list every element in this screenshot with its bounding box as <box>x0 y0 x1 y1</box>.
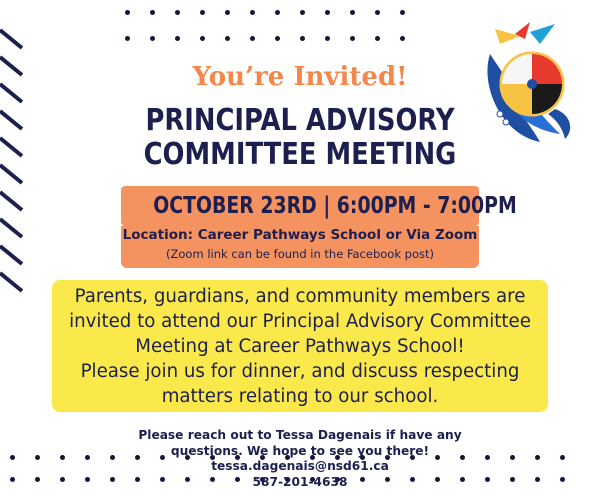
decoration-dot <box>275 36 280 41</box>
contact-phone: 587-201-4638 <box>252 474 348 489</box>
decoration-dot <box>225 36 230 41</box>
event-date-time: OCTOBER 23RD | 6:00PM - 7:00PM <box>153 193 517 219</box>
decoration-dot <box>400 10 405 15</box>
decoration-dot <box>300 36 305 41</box>
decoration-dot <box>325 10 330 15</box>
contact-line: questions. We hope to see you there! <box>170 443 430 458</box>
message-line: Parents, guardians, and community members are <box>74 286 526 307</box>
contact-line: Please reach out to Tessa Dagenais if have any <box>138 428 462 442</box>
decoration-dot <box>300 10 305 15</box>
decoration-dot <box>250 10 255 15</box>
decoration-dot <box>400 36 405 41</box>
decoration-dot <box>200 10 205 15</box>
decoration-dot <box>375 10 380 15</box>
contact-email[interactable]: tessa.dagenais@nsd61.ca <box>211 459 389 473</box>
stripe <box>0 138 22 156</box>
decoration-dot <box>325 36 330 41</box>
message-line: invited to attend our Principal Advisory Committee <box>69 311 531 332</box>
decoration-dot <box>175 10 180 15</box>
decoration-dot <box>125 36 130 41</box>
decoration-dot <box>125 10 130 15</box>
decoration-dot <box>150 36 155 41</box>
decoration-dot <box>350 36 355 41</box>
decoration-dot <box>350 10 355 15</box>
invitation-heading: You’re Invited! <box>192 62 408 92</box>
event-title-line2: COMMITTEE MEETING <box>143 137 457 172</box>
contact-info <box>0 428 600 490</box>
decoration-dot <box>175 36 180 41</box>
location-banner <box>121 226 479 268</box>
stripe <box>0 246 22 264</box>
stripe <box>0 219 22 237</box>
zoom-note: (Zoom link can be found in the Facebook post) <box>166 247 434 261</box>
event-location: Location: Career Pathways School or Via Zoom <box>122 227 478 243</box>
stripe <box>0 165 22 183</box>
invitation-message <box>52 284 548 409</box>
decoration-dot <box>375 36 380 41</box>
message-line: Meeting at Career Pathways School! <box>135 336 465 357</box>
stripe <box>0 111 22 129</box>
message-line: Please join us for dinner, and discuss respecting <box>80 361 520 382</box>
decoration-dot <box>275 10 280 15</box>
decoration-dot <box>150 10 155 15</box>
decoration-dot <box>225 10 230 15</box>
decoration-dot <box>250 36 255 41</box>
decoration-dot <box>200 36 205 41</box>
stripe <box>0 192 22 210</box>
event-title <box>42 104 558 172</box>
message-line: matters relating to our school. <box>161 386 439 407</box>
date-banner <box>121 186 517 226</box>
stripe <box>0 273 22 291</box>
invitation-message-box <box>52 280 548 412</box>
event-title-line1: PRINCIPAL ADVISORY <box>145 103 455 138</box>
